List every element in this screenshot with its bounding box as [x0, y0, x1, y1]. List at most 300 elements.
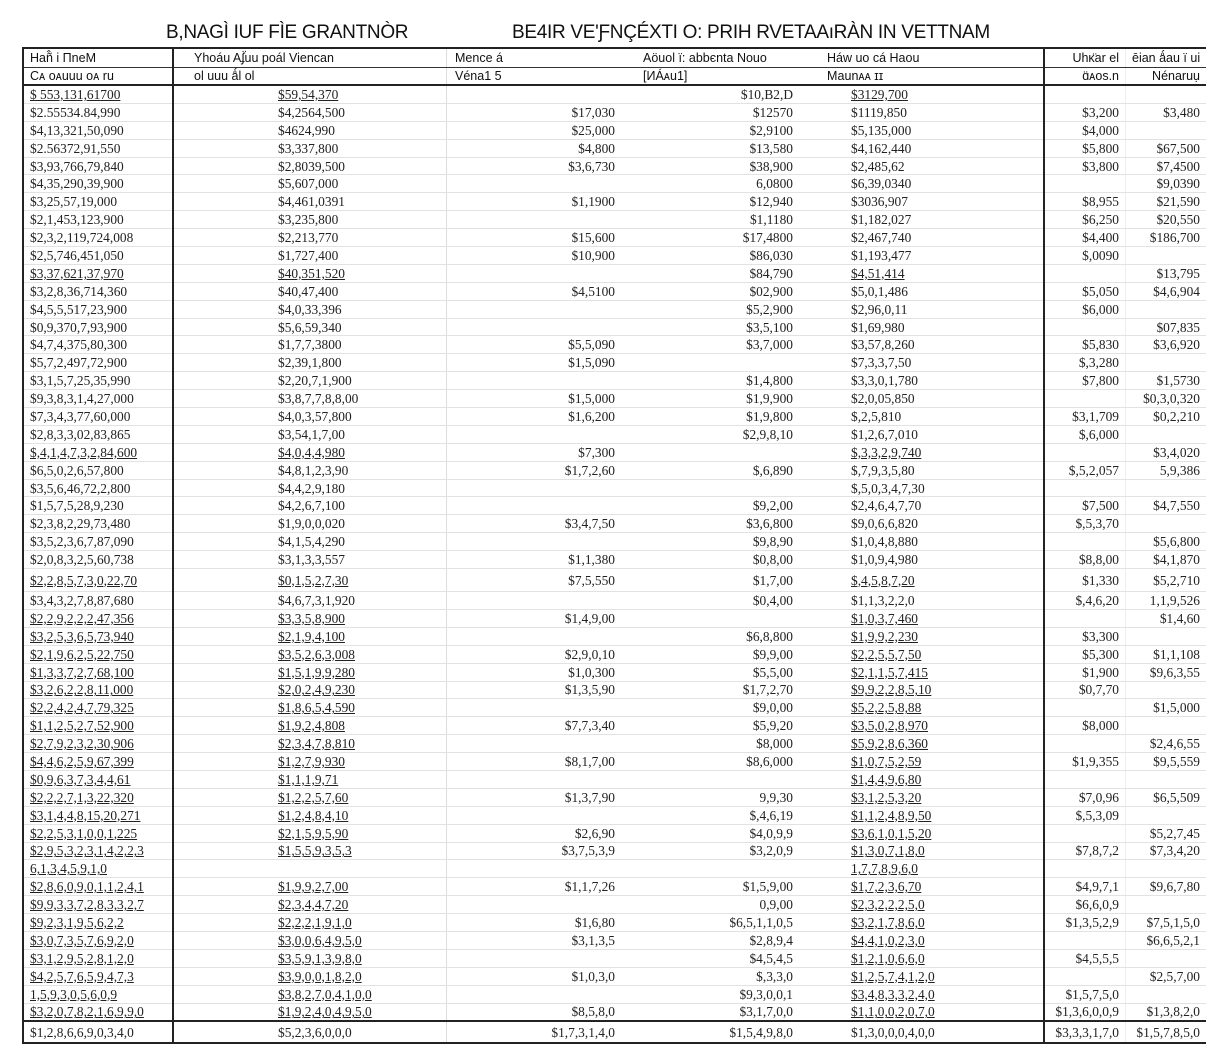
col-header-eian[interactable]: ēian ǻau ï ui: [1126, 48, 1206, 68]
total-cell[interactable]: $1,3,0,0,0,4,0,0: [819, 1021, 1044, 1043]
table-cell[interactable]: $5,2,2,5,8,88: [819, 699, 1044, 717]
table-cell[interactable]: $1,9,9,2,230: [819, 627, 1044, 645]
table-cell[interactable]: $,2,5,810: [819, 408, 1044, 426]
table-cell[interactable]: $5,6,59,340: [173, 318, 447, 336]
table-cell[interactable]: [447, 699, 622, 717]
table-cell[interactable]: $1,1,108: [1126, 645, 1206, 663]
table-cell[interactable]: $5,800: [1044, 139, 1126, 157]
table-cell[interactable]: [447, 425, 622, 443]
table-cell[interactable]: $4,5,4,5: [621, 949, 819, 967]
total-cell[interactable]: $1,5,4,9,8,0: [621, 1021, 819, 1043]
table-cell[interactable]: $1,2,4,8,4,10: [173, 806, 447, 824]
table-cell[interactable]: $1,3,5,90: [447, 681, 622, 699]
table-cell[interactable]: [1044, 443, 1126, 461]
table-cell[interactable]: $1119,850: [819, 103, 1044, 121]
table-cell[interactable]: $,3,3,2,9,740: [819, 443, 1044, 461]
table-cell[interactable]: [447, 592, 622, 610]
table-cell[interactable]: $7,8,7,2: [1044, 842, 1126, 860]
table-cell[interactable]: [621, 860, 819, 878]
table-cell[interactable]: [1044, 390, 1126, 408]
table-cell[interactable]: $9,5,559: [1126, 753, 1206, 771]
table-cell[interactable]: $25,000: [447, 121, 622, 139]
table-cell[interactable]: $3,8,7,7,8,8,00: [173, 390, 447, 408]
table-cell[interactable]: $3,5,9,1,3,9,8,0: [173, 949, 447, 967]
table-cell[interactable]: $1,5,9,00: [621, 878, 819, 896]
table-cell[interactable]: $7,7,3,40: [447, 717, 622, 735]
total-cell[interactable]: $1,7,3,1,4,0: [447, 1021, 622, 1043]
table-cell[interactable]: $7,500: [1044, 497, 1126, 515]
table-cell[interactable]: $1,1,1,9,71: [173, 770, 447, 788]
table-cell[interactable]: $5,6,800: [1126, 533, 1206, 551]
table-cell[interactable]: $8,8,00: [1044, 551, 1126, 569]
table-cell[interactable]: $2,2,2,7,1,3,22,320: [23, 788, 173, 806]
table-cell[interactable]: [1044, 533, 1126, 551]
table-cell[interactable]: $84,790: [621, 264, 819, 282]
table-cell[interactable]: $4,800: [447, 139, 622, 157]
table-cell[interactable]: $5,9,20: [621, 717, 819, 735]
table-cell[interactable]: $1,5,090: [447, 354, 622, 372]
table-cell[interactable]: $0,9,370,7,93,900: [23, 318, 173, 336]
table-cell[interactable]: $0,8,00: [621, 551, 819, 569]
table-cell[interactable]: $3129,700: [819, 85, 1044, 103]
table-cell[interactable]: [1126, 860, 1206, 878]
table-cell[interactable]: $2,3,2,119,724,008: [23, 229, 173, 247]
table-cell[interactable]: [447, 896, 622, 914]
table-cell[interactable]: $2,4,6,4,7,70: [819, 497, 1044, 515]
table-cell[interactable]: $2,0,2,4,9,230: [173, 681, 447, 699]
table-cell[interactable]: $7,3,4,20: [1126, 842, 1206, 860]
table-cell[interactable]: $4,6,904: [1126, 282, 1206, 300]
table-cell[interactable]: [1126, 985, 1206, 1003]
table-cell[interactable]: $4,51,414: [819, 264, 1044, 282]
table-cell[interactable]: $4624,990: [173, 121, 447, 139]
table-cell[interactable]: [1126, 949, 1206, 967]
table-cell[interactable]: [1126, 770, 1206, 788]
table-cell[interactable]: $2,9,5,3,2,3,1,4,2,2,3: [23, 842, 173, 860]
table-cell[interactable]: [1044, 85, 1126, 103]
table-cell[interactable]: $4,7,4,375,80,300: [23, 336, 173, 354]
table-cell[interactable]: $2,2,2,1,9,1,0: [173, 914, 447, 932]
table-cell[interactable]: $2,96,0,11: [819, 300, 1044, 318]
table-cell[interactable]: $3,4,8,3,3,2,4,0: [819, 985, 1044, 1003]
table-cell[interactable]: $13,795: [1126, 264, 1206, 282]
table-cell[interactable]: $0,1,5,2,7,30: [173, 569, 447, 592]
table-cell[interactable]: $3,4,020: [1126, 443, 1206, 461]
table-cell[interactable]: $1,6,80: [447, 914, 622, 932]
table-cell[interactable]: [1044, 609, 1126, 627]
total-cell[interactable]: $3,3,3,1,7,0: [1044, 1021, 1126, 1043]
table-cell[interactable]: [447, 264, 622, 282]
table-cell[interactable]: $1,6,200: [447, 408, 622, 426]
table-cell[interactable]: $4,461,0391: [173, 193, 447, 211]
table-cell[interactable]: $9,9,00: [621, 645, 819, 663]
table-cell[interactable]: $9,9,3,3,7,2,8,3,3,2,7: [23, 896, 173, 914]
table-cell[interactable]: $1,3,7,90: [447, 788, 622, 806]
table-cell[interactable]: $3,93,766,79,840: [23, 157, 173, 175]
table-cell[interactable]: [1044, 175, 1126, 193]
table-cell[interactable]: $1,5,5,9,3,5,3: [173, 842, 447, 860]
table-cell[interactable]: 1,7,7,8,9,6,0: [819, 860, 1044, 878]
table-cell[interactable]: $1,1180: [621, 211, 819, 229]
table-cell[interactable]: $0,9,6,3,7,3,4,4,61: [23, 770, 173, 788]
table-cell[interactable]: $9,3,0,0,1: [621, 985, 819, 1003]
table-cell[interactable]: $9,0,6,6,820: [819, 515, 1044, 533]
table-cell[interactable]: $5,830: [1044, 336, 1126, 354]
table-cell[interactable]: [621, 770, 819, 788]
table-cell[interactable]: $4,0,3,57,800: [173, 408, 447, 426]
table-cell[interactable]: $1,193,477: [819, 247, 1044, 265]
table-cell[interactable]: [173, 860, 447, 878]
table-cell[interactable]: $ 553,131,61700: [23, 85, 173, 103]
table-cell[interactable]: $7,300: [447, 443, 622, 461]
table-cell[interactable]: $2,8,3,3,02,83,865: [23, 425, 173, 443]
table-cell[interactable]: $1,900: [1044, 663, 1126, 681]
col-header-amount[interactable]: Yhoáu Aʄ̈uu poál Viencan: [173, 48, 447, 68]
table-cell[interactable]: $2,2,4,2,4,7,79,325: [23, 699, 173, 717]
table-cell[interactable]: $4,0,33,396: [173, 300, 447, 318]
table-cell[interactable]: $1,5,1,9,9,280: [173, 663, 447, 681]
table-cell[interactable]: $1,2,2,5,7,60: [173, 788, 447, 806]
table-cell[interactable]: $0,3,0,320: [1126, 390, 1206, 408]
table-cell[interactable]: $2,20,7,1,900: [173, 372, 447, 390]
table-cell[interactable]: $13,580: [621, 139, 819, 157]
table-cell[interactable]: $1,5,000: [1126, 699, 1206, 717]
table-cell[interactable]: $3,0,7,3,5,7,6,9,2,0: [23, 931, 173, 949]
table-cell[interactable]: [447, 860, 622, 878]
table-cell[interactable]: $3,300: [1044, 627, 1126, 645]
table-cell[interactable]: $3,3,0,1,780: [819, 372, 1044, 390]
table-cell[interactable]: [1126, 627, 1206, 645]
table-cell[interactable]: 1,5,9,3,0,5,6,0,9: [23, 985, 173, 1003]
table-cell[interactable]: $2.55534.84,990: [23, 103, 173, 121]
table-cell[interactable]: $2,3,4,7,8,810: [173, 735, 447, 753]
table-cell[interactable]: $40,47,400: [173, 282, 447, 300]
table-cell[interactable]: $0,7,70: [1044, 681, 1126, 699]
table-cell[interactable]: $17,4800: [621, 229, 819, 247]
table-cell[interactable]: $1,9,2,4,808: [173, 717, 447, 735]
table-cell[interactable]: $4,0,9,9: [621, 824, 819, 842]
table-cell[interactable]: $1,0,4,8,880: [819, 533, 1044, 551]
table-cell[interactable]: $2,0,05,850: [819, 390, 1044, 408]
table-cell[interactable]: $2,39,1,800: [173, 354, 447, 372]
table-cell[interactable]: $2,5,7,00: [1126, 967, 1206, 985]
table-cell[interactable]: $3,5,2,6,3,008: [173, 645, 447, 663]
table-cell[interactable]: $1,1,3,2,2,0: [819, 592, 1044, 610]
table-cell[interactable]: [447, 533, 622, 551]
table-cell[interactable]: $59,54,370: [173, 85, 447, 103]
table-cell[interactable]: [621, 479, 819, 497]
table-cell[interactable]: $4,2,6,7,100: [173, 497, 447, 515]
table-cell[interactable]: $8,6,000: [621, 753, 819, 771]
table-cell[interactable]: $1,1,380: [447, 551, 622, 569]
table-cell[interactable]: $3,2,8,36,714,360: [23, 282, 173, 300]
table-cell[interactable]: [1044, 860, 1126, 878]
table-cell[interactable]: $1,69,980: [819, 318, 1044, 336]
table-cell[interactable]: $,4,5,8,7,20: [819, 569, 1044, 592]
table-cell[interactable]: $3,1,709: [1044, 408, 1126, 426]
table-cell[interactable]: $1,0,300: [447, 663, 622, 681]
table-cell[interactable]: $2,6,90: [447, 824, 622, 842]
table-cell[interactable]: [1126, 121, 1206, 139]
table-cell[interactable]: 1,1,9,526: [1126, 592, 1206, 610]
table-cell[interactable]: [447, 211, 622, 229]
table-cell[interactable]: [1126, 515, 1206, 533]
table-cell[interactable]: [1126, 354, 1206, 372]
table-cell[interactable]: $7,5,550: [447, 569, 622, 592]
table-cell[interactable]: $3,337,800: [173, 139, 447, 157]
table-cell[interactable]: $,6,890: [621, 461, 819, 479]
table-cell[interactable]: $3,1,2,9,5,2,8,1,2,0: [23, 949, 173, 967]
table-cell[interactable]: $1,1,7,26: [447, 878, 622, 896]
table-cell[interactable]: $8,5,8,0: [447, 1003, 622, 1021]
table-cell[interactable]: $4,4,6,2,5,9,67,399: [23, 753, 173, 771]
table-cell[interactable]: [1044, 931, 1126, 949]
col-header-haw[interactable]: Háw uo cá Haou: [819, 48, 1044, 68]
table-cell[interactable]: $1,9,0,0,020: [173, 515, 447, 533]
table-cell[interactable]: $8,000: [621, 735, 819, 753]
table-cell[interactable]: $1,3,5,2,9: [1044, 914, 1126, 932]
table-cell[interactable]: $17,030: [447, 103, 622, 121]
table-cell[interactable]: $4,7,550: [1126, 497, 1206, 515]
table-cell[interactable]: $6,8,800: [621, 627, 819, 645]
table-cell[interactable]: $6,6,5,2,1: [1126, 931, 1206, 949]
table-cell[interactable]: $1,1,0,0,2,0,7,0: [819, 1003, 1044, 1021]
table-cell[interactable]: $4,9,7,1: [1044, 878, 1126, 896]
table-cell[interactable]: $20,550: [1126, 211, 1206, 229]
table-cell[interactable]: $1,4,800: [621, 372, 819, 390]
table-cell[interactable]: $4,000: [1044, 121, 1126, 139]
table-cell[interactable]: [1126, 717, 1206, 735]
table-cell[interactable]: [447, 318, 622, 336]
table-cell[interactable]: $7,800: [1044, 372, 1126, 390]
table-cell[interactable]: $5,7,2,497,72,900: [23, 354, 173, 372]
table-cell[interactable]: $4,1,5,4,290: [173, 533, 447, 551]
table-cell[interactable]: $1,5,7,5,28,9,230: [23, 497, 173, 515]
table-cell[interactable]: $1,0,9,4,980: [819, 551, 1044, 569]
table-cell[interactable]: $3,0,0,6,4,9,5,0: [173, 931, 447, 949]
table-cell[interactable]: $,4,6,20: [1044, 592, 1126, 610]
table-cell[interactable]: $7,5,1,5,0: [1126, 914, 1206, 932]
table-cell[interactable]: $3,2,6,2,2,8,11,000: [23, 681, 173, 699]
table-cell[interactable]: $2,9100: [621, 121, 819, 139]
table-cell[interactable]: $3,4,7,50: [447, 515, 622, 533]
table-cell[interactable]: $1,1900: [447, 193, 622, 211]
total-cell[interactable]: $1,2,8,6,6,9,0,3,4,0: [23, 1021, 173, 1043]
total-cell[interactable]: $1,5,7,8,5,0: [1126, 1021, 1206, 1043]
table-cell[interactable]: $3,480: [1126, 103, 1206, 121]
table-cell[interactable]: $4,4,1,0,2,3,0: [819, 931, 1044, 949]
table-cell[interactable]: [621, 609, 819, 627]
table-cell[interactable]: 9,9,30: [621, 788, 819, 806]
table-cell[interactable]: $5,0,1,486: [819, 282, 1044, 300]
table-cell[interactable]: $1,9,355: [1044, 753, 1126, 771]
table-cell[interactable]: $5,9,2,8,6,360: [819, 735, 1044, 753]
table-cell[interactable]: $1,7,00: [621, 569, 819, 592]
table-cell[interactable]: $3,5,100: [621, 318, 819, 336]
table-cell[interactable]: [447, 175, 622, 193]
table-cell[interactable]: $1,7,7,3800: [173, 336, 447, 354]
table-cell[interactable]: [1126, 896, 1206, 914]
table-cell[interactable]: $6,39,0340: [819, 175, 1044, 193]
table-cell[interactable]: $3,7,5,3,9: [447, 842, 622, 860]
table-cell[interactable]: $6,5,1,1,0,5: [621, 914, 819, 932]
table-cell[interactable]: 6,0800: [621, 175, 819, 193]
table-cell[interactable]: $1,8,6,5,4,590: [173, 699, 447, 717]
table-cell[interactable]: $4,6,7,3,1,920: [173, 592, 447, 610]
table-cell[interactable]: [447, 497, 622, 515]
table-cell[interactable]: $9,8,90: [621, 533, 819, 551]
table-cell[interactable]: $3,6,920: [1126, 336, 1206, 354]
table-cell[interactable]: $1,3,8,2,0: [1126, 1003, 1206, 1021]
table-cell[interactable]: $1,5730: [1126, 372, 1206, 390]
table-cell[interactable]: $3,5,2,3,6,7,87,090: [23, 533, 173, 551]
col-header-name[interactable]: Hаñ̂ i ΠneМ: [23, 48, 173, 68]
table-cell[interactable]: [447, 627, 622, 645]
table-cell[interactable]: $4,35,290,39,900: [23, 175, 173, 193]
table-cell[interactable]: $2,5,746,451,050: [23, 247, 173, 265]
table-cell[interactable]: $9,0390: [1126, 175, 1206, 193]
table-cell[interactable]: $8,000: [1044, 717, 1126, 735]
table-cell[interactable]: $2,7,9,2,3,2,30,906: [23, 735, 173, 753]
table-cell[interactable]: $,5,0,3,4,7,30: [819, 479, 1044, 497]
table-cell[interactable]: $1,2,5,7,4,1,2,0: [819, 967, 1044, 985]
table-cell[interactable]: [1044, 770, 1126, 788]
col-header-uhkar[interactable]: Uhκ̈ar el: [1044, 48, 1126, 68]
table-cell[interactable]: [447, 85, 622, 103]
table-cell[interactable]: [1044, 318, 1126, 336]
table-cell[interactable]: $2.56372,91,550: [23, 139, 173, 157]
table-cell[interactable]: $3,2,0,7,8,2,1,6,9,9,0: [23, 1003, 173, 1021]
table-cell[interactable]: $2,9,8,10: [621, 425, 819, 443]
table-cell[interactable]: $0,2,210: [1126, 408, 1206, 426]
table-cell[interactable]: $7,0,96: [1044, 788, 1126, 806]
table-cell[interactable]: $,5,3,09: [1044, 806, 1126, 824]
table-cell[interactable]: [1126, 425, 1206, 443]
table-cell[interactable]: $5,050: [1044, 282, 1126, 300]
table-cell[interactable]: $3,37,621,37,970: [23, 264, 173, 282]
table-cell[interactable]: $1,330: [1044, 569, 1126, 592]
table-cell[interactable]: $3,4,3,2,7,8,87,680: [23, 592, 173, 610]
table-cell[interactable]: [1044, 967, 1126, 985]
table-cell[interactable]: [1044, 735, 1126, 753]
table-cell[interactable]: $4,13,321,50,090: [23, 121, 173, 139]
table-cell[interactable]: [447, 806, 622, 824]
table-cell[interactable]: $6,000: [1044, 300, 1126, 318]
table-cell[interactable]: [1126, 300, 1206, 318]
table-cell[interactable]: $1,0,7,5,2,59: [819, 753, 1044, 771]
table-cell[interactable]: $15,600: [447, 229, 622, 247]
table-cell[interactable]: $5,135,000: [819, 121, 1044, 139]
table-cell[interactable]: $2,3,4,4,7,20: [173, 896, 447, 914]
table-cell[interactable]: $1,7,2,60: [447, 461, 622, 479]
table-cell[interactable]: $3,2,5,3,6,5,73,940: [23, 627, 173, 645]
table-cell[interactable]: $1,9,9,2,7,00: [173, 878, 447, 896]
table-cell[interactable]: $2,1,1,5,7,415: [819, 663, 1044, 681]
table-cell[interactable]: $3,2,0,9: [621, 842, 819, 860]
table-cell[interactable]: $2,2,5,3,1,0,0,1,225: [23, 824, 173, 842]
table-cell[interactable]: $3,1,7,0,0: [621, 1003, 819, 1021]
table-cell[interactable]: $1,3,6,0,0,9: [1044, 1003, 1126, 1021]
table-cell[interactable]: [447, 985, 622, 1003]
table-cell[interactable]: $1,4,4,9,6,80: [819, 770, 1044, 788]
table-cell[interactable]: 0,9,00: [621, 896, 819, 914]
table-cell[interactable]: $5,2,900: [621, 300, 819, 318]
table-cell[interactable]: $07,835: [1126, 318, 1206, 336]
table-cell[interactable]: $2,0,8,3,2,5,60,738: [23, 551, 173, 569]
table-cell[interactable]: $1,1,2,5,2,7,52,900: [23, 717, 173, 735]
table-cell[interactable]: $3036,907: [819, 193, 1044, 211]
table-cell[interactable]: $1,9,900: [621, 390, 819, 408]
table-cell[interactable]: 5,9,386: [1126, 461, 1206, 479]
table-cell[interactable]: $10,900: [447, 247, 622, 265]
table-cell[interactable]: [1044, 699, 1126, 717]
table-cell[interactable]: [621, 443, 819, 461]
table-cell[interactable]: [1126, 85, 1206, 103]
table-cell[interactable]: $7,4500: [1126, 157, 1206, 175]
table-cell[interactable]: $2,467,740: [819, 229, 1044, 247]
table-cell[interactable]: [447, 735, 622, 753]
table-cell[interactable]: $,0090: [1044, 247, 1126, 265]
table-cell[interactable]: $4,162,440: [819, 139, 1044, 157]
table-cell[interactable]: $3,6,800: [621, 515, 819, 533]
table-cell[interactable]: $5,2,710: [1126, 569, 1206, 592]
table-cell[interactable]: $2,8,9,4: [621, 931, 819, 949]
table-cell[interactable]: $2,1,453,123,900: [23, 211, 173, 229]
table-cell[interactable]: $0,4,00: [621, 592, 819, 610]
table-cell[interactable]: [447, 949, 622, 967]
table-cell[interactable]: [1126, 479, 1206, 497]
table-cell[interactable]: [447, 300, 622, 318]
table-cell[interactable]: $7,3,3,7,50: [819, 354, 1044, 372]
table-cell[interactable]: $12570: [621, 103, 819, 121]
table-cell[interactable]: $,5,2,057: [1044, 461, 1126, 479]
table-cell[interactable]: $3,54,1,7,00: [173, 425, 447, 443]
table-cell[interactable]: $4,2,5,7,6,5,9,4,7,3: [23, 967, 173, 985]
table-cell[interactable]: $9,0,00: [621, 699, 819, 717]
table-cell[interactable]: $,4,1,4,7,3,2,84,600: [23, 443, 173, 461]
table-cell[interactable]: $4,5100: [447, 282, 622, 300]
table-cell[interactable]: $1,5,000: [447, 390, 622, 408]
table-cell[interactable]: $5,5,090: [447, 336, 622, 354]
table-cell[interactable]: $,6,000: [1044, 425, 1126, 443]
table-cell[interactable]: $6,6,0,9: [1044, 896, 1126, 914]
table-cell[interactable]: [447, 372, 622, 390]
table-cell[interactable]: $4,400: [1044, 229, 1126, 247]
table-cell[interactable]: $38,900: [621, 157, 819, 175]
table-cell[interactable]: $9,6,7,80: [1126, 878, 1206, 896]
table-cell[interactable]: [1044, 479, 1126, 497]
table-cell[interactable]: $86,030: [621, 247, 819, 265]
table-cell[interactable]: [447, 479, 622, 497]
total-cell[interactable]: $5,2,3,6,0,0,0: [173, 1021, 447, 1043]
table-cell[interactable]: $67,500: [1126, 139, 1206, 157]
table-cell[interactable]: $1,4,60: [1126, 609, 1206, 627]
table-cell[interactable]: $1,7,2,70: [621, 681, 819, 699]
table-cell[interactable]: $4,5,5,5: [1044, 949, 1126, 967]
table-cell[interactable]: $5,607,000: [173, 175, 447, 193]
table-cell[interactable]: [1126, 681, 1206, 699]
table-cell[interactable]: $3,800: [1044, 157, 1126, 175]
table-cell[interactable]: $6,5,0,2,6,57,800: [23, 461, 173, 479]
table-cell[interactable]: $3,1,5,7,25,35,990: [23, 372, 173, 390]
table-cell[interactable]: $3,57,8,260: [819, 336, 1044, 354]
table-cell[interactable]: $21,590: [1126, 193, 1206, 211]
table-cell[interactable]: $5,5,00: [621, 663, 819, 681]
table-cell[interactable]: $1,9,800: [621, 408, 819, 426]
table-cell[interactable]: $1,1,2,4,8,9,50: [819, 806, 1044, 824]
table-cell[interactable]: $4,1,870: [1126, 551, 1206, 569]
col-header-abbenta[interactable]: Aöuol ï: abbєnta Nouo: [621, 48, 819, 68]
